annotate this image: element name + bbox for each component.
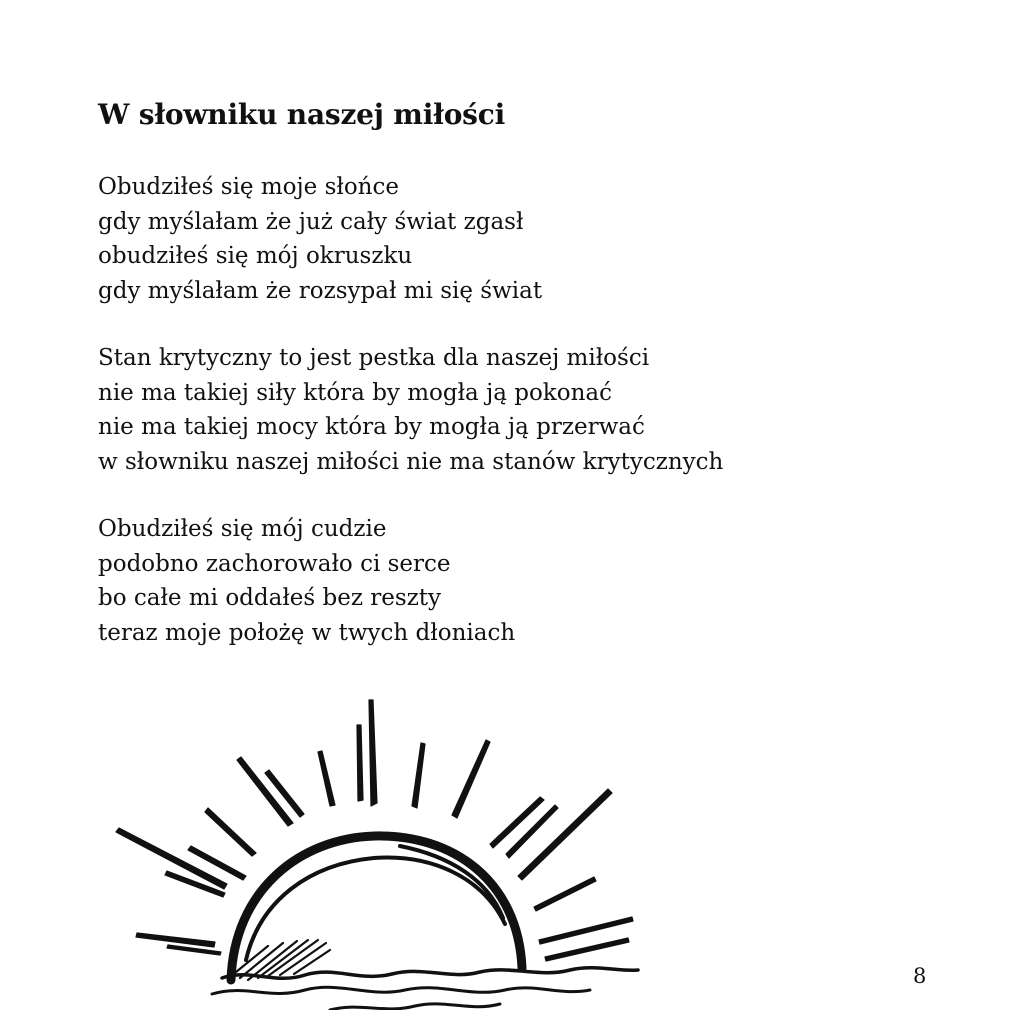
poem-line: nie ma takiej mocy która by mogła ją przerwać <box>98 414 645 440</box>
poem-title: W słowniku naszej miłości <box>98 98 506 131</box>
rising-sun-icon <box>100 690 660 1010</box>
poem-line: teraz moje położę w twych dłoniach <box>98 619 516 646</box>
poem-line: Obudziłeś się moje słońce <box>98 174 399 200</box>
poem-line: gdy myślałam że rozsypał mi się świat <box>98 277 543 304</box>
poem-line: w słowniku naszej miłości nie ma stanów krytycznych <box>98 448 724 475</box>
poem-line: obudziłeś się mój okruszku <box>98 243 413 269</box>
page-number: 8 <box>913 964 927 988</box>
horizon-waves <box>212 968 638 1010</box>
stanza-3 <box>98 512 515 650</box>
stanza-2 <box>98 341 723 479</box>
poem-line: bo całe mi oddałeś bez reszty <box>98 585 442 611</box>
poem-line: podobno zachorowało ci serce <box>98 550 451 577</box>
poem-line: Obudziłeś się mój cudzie <box>98 516 387 542</box>
sun-rays <box>116 700 633 961</box>
poem-line: gdy myślałam że już cały świat zgasł <box>98 208 524 235</box>
stanza-1 <box>98 170 542 308</box>
poem-line: Stan krytyczny to jest pestka dla naszej miłości <box>98 345 650 371</box>
poem-line: nie ma takiej siły która by mogła ją pokonać <box>98 379 612 406</box>
